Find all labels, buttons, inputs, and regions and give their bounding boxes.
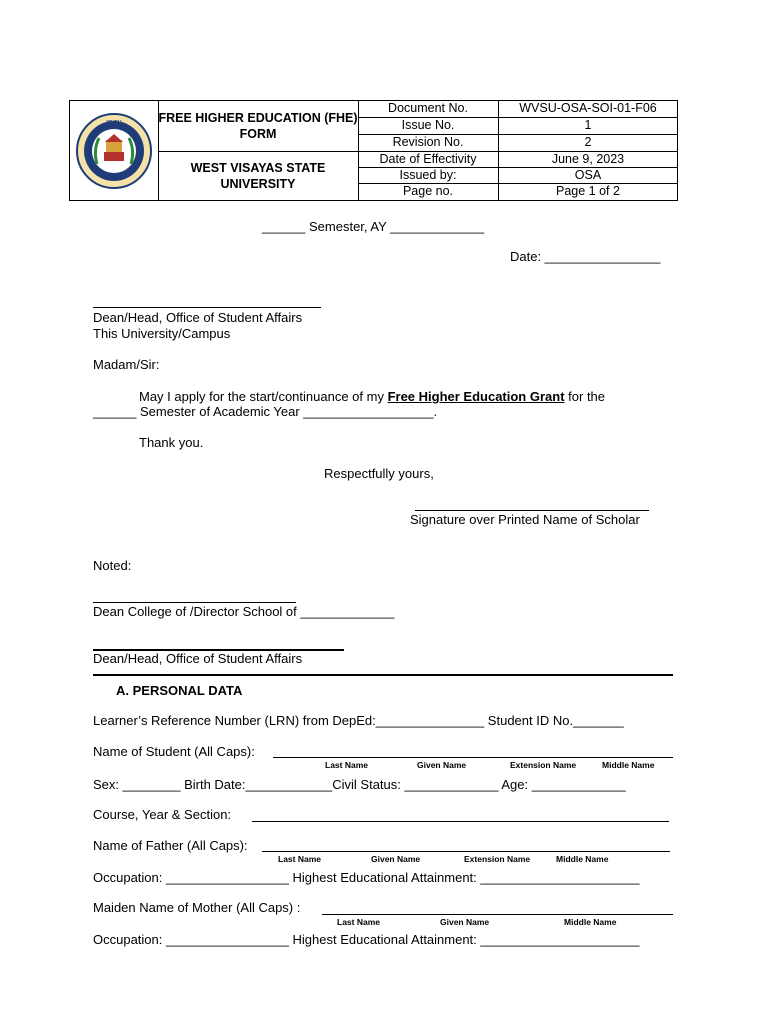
signature-label: Signature over Printed Name of Scholar	[410, 512, 640, 527]
father-name-field[interactable]	[262, 851, 670, 852]
meta-value: Page 1 of 2	[556, 184, 620, 198]
body-post: for the	[564, 389, 606, 404]
section-divider	[93, 674, 673, 676]
course-field[interactable]	[252, 821, 669, 822]
dean-college-signature-line	[93, 602, 296, 603]
meta-value: WVSU-OSA-SOI-01-F06	[519, 101, 657, 115]
mother-name-field[interactable]	[322, 914, 673, 915]
meta-row	[358, 168, 677, 184]
field-sublabel: Middle Name	[556, 854, 609, 864]
svg-text:WVSU: WVSU	[106, 120, 122, 126]
field-sublabel: Extension Name	[510, 760, 577, 770]
noted-label: Noted:	[93, 558, 132, 573]
meta-label: Revision No.	[358, 135, 499, 151]
meta-value: 2	[584, 135, 592, 149]
document-header	[69, 100, 678, 201]
student-name-label: Name of Student (All Caps):	[93, 744, 255, 759]
meta-row	[358, 101, 677, 118]
closing: Respectfully yours,	[324, 466, 434, 481]
field-sublabel: Last Name	[337, 917, 380, 927]
university-name: WEST VISAYAS STATE UNIVERSITY	[190, 161, 326, 191]
body-pre: May I apply for the start/continuance of my	[139, 389, 388, 404]
meta-value: OSA	[574, 168, 602, 182]
meta-value: June 9, 2023	[551, 152, 625, 166]
mother-name-label: Maiden Name of Mother (All Caps) :	[93, 900, 301, 915]
semester-line: ______ Semester, AY _____________	[262, 219, 485, 234]
addressee-signature-line	[93, 307, 321, 308]
meta-label: Page no.	[358, 184, 499, 200]
meta-label: Document No.	[358, 101, 499, 117]
field-sublabel: Middle Name	[602, 760, 655, 770]
field-sublabel: Given Name	[371, 854, 421, 864]
logo-cell	[70, 101, 159, 200]
form-title: FREE HIGHER EDUCATION (FHE) FORM	[158, 111, 358, 141]
lrn-line: Learner’s Reference Number (LRN) from DepEd:_______________ Student ID No._______	[93, 713, 624, 728]
addressee-title: Dean/Head, Office of Student Affairs	[93, 310, 303, 325]
sex-birth-civil-age-line: Sex: ________ Birth Date:____________Civil Status: _____________ Age: _____________	[93, 777, 626, 792]
field-sublabel: Extension Name	[464, 854, 531, 864]
body-emphasis: Free Higher Education Grant	[387, 389, 565, 404]
father-name-label: Name of Father (All Caps):	[93, 838, 248, 853]
field-sublabel: Given Name	[440, 917, 490, 927]
dean-osa-label: Dean/Head, Office of Student Affairs	[93, 651, 303, 666]
mother-occupation-line: Occupation: _________________ Highest Educational Attainment: ______________________	[93, 932, 640, 947]
letter-body-line-1	[139, 389, 605, 405]
letter-body-line-2: ______ Semester of Academic Year __________________.	[93, 404, 438, 419]
meta-row	[358, 152, 677, 168]
dean-college-label: Dean College of /Director School of _____________	[93, 604, 395, 619]
meta-value: 1	[584, 118, 592, 132]
salutation: Madam/Sir:	[93, 357, 160, 372]
meta-row	[358, 135, 677, 152]
thank-you: Thank you.	[139, 435, 204, 450]
addressee-campus: This University/Campus	[93, 326, 231, 341]
meta-row	[358, 184, 677, 200]
meta-label: Issued by:	[358, 168, 499, 183]
father-occupation-line: Occupation: _________________ Highest Educational Attainment: ______________________	[93, 870, 640, 885]
meta-label: Issue No.	[358, 118, 499, 134]
date-line: Date: ________________	[510, 249, 661, 264]
title-divider	[158, 151, 358, 152]
title-cell	[158, 101, 359, 200]
course-label: Course, Year & Section:	[93, 807, 232, 822]
field-sublabel: Given Name	[417, 760, 467, 770]
field-sublabel: Middle Name	[564, 917, 617, 927]
meta-label: Date of Effectivity	[358, 152, 499, 167]
meta-row	[358, 118, 677, 135]
section-a-heading: A. PERSONAL DATA	[116, 683, 243, 698]
scholar-signature-line	[415, 510, 649, 511]
document-meta-table	[358, 101, 677, 200]
student-name-field[interactable]	[273, 757, 673, 758]
field-sublabel: Last Name	[325, 760, 368, 770]
university-seal-icon	[75, 112, 153, 190]
field-sublabel: Last Name	[278, 854, 321, 864]
